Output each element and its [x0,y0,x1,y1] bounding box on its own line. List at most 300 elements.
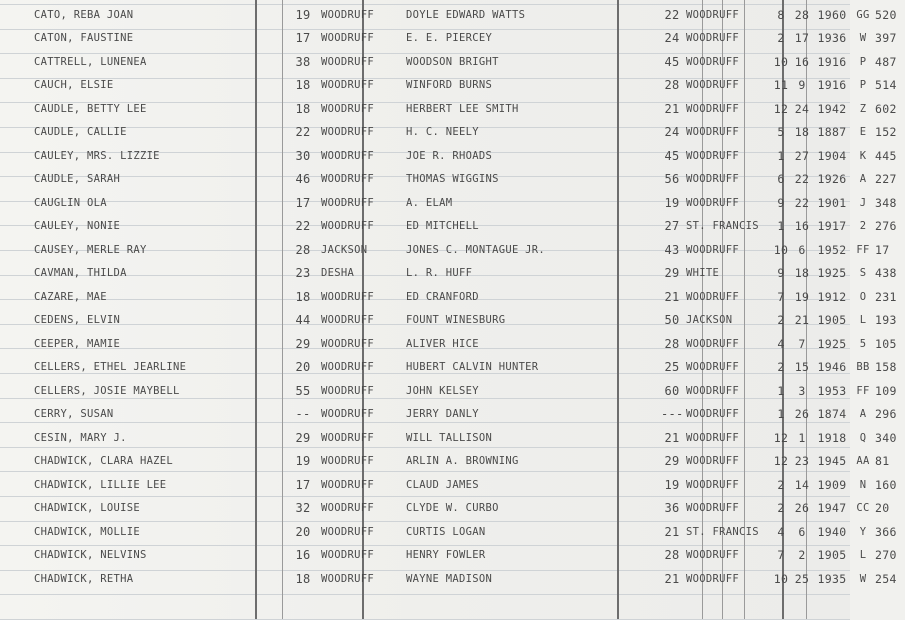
groom-age: 27 [664,219,680,234]
bride-township: WOODRUFF [321,32,374,45]
record-book: A [859,173,867,186]
record-book: N [859,478,867,491]
bride-name: CAVMAN, THILDA [34,267,127,280]
bride-name: CHADWICK, CLARA HAZEL [34,455,174,468]
marriage-month: 8 [777,7,785,22]
groom-township: WOODRUFF [686,126,739,139]
record-row [0,144,905,168]
marriage-year: 1905 [817,313,847,328]
groom-age: 28 [664,548,680,563]
record-book: O [859,290,867,303]
bride-township: WOODRUFF [321,337,374,350]
record-book: GG [856,8,870,21]
bride-township: WOODRUFF [321,126,374,139]
marriage-day: 27 [794,148,810,163]
groom-township: ST. FRANCIS [686,525,759,538]
bride-township: WOODRUFF [321,102,374,115]
marriage-day: 22 [794,172,810,187]
groom-age: 29 [664,454,680,469]
record-book: 2 [859,220,867,233]
groom-age: 50 [664,313,680,328]
groom-name: ED CRANFORD [406,290,479,303]
groom-township: WOODRUFF [686,173,739,186]
marriage-day: 14 [794,477,810,492]
bride-township: WOODRUFF [321,314,374,327]
record-row [0,403,905,427]
record-page: 366 [875,524,897,539]
marriage-month: 2 [777,477,785,492]
record-book: J [859,196,867,209]
record-row [0,450,905,474]
groom-name: ARLIN A. BROWNING [406,455,519,468]
groom-township: WOODRUFF [686,8,739,21]
bride-age: 17 [295,477,311,492]
bride-township: WOODRUFF [321,384,374,397]
bride-name: CESIN, MARY J. [34,431,127,444]
bride-name: CELLERS, JOSIE MAYBELL [34,384,180,397]
marriage-day: 19 [794,289,810,304]
marriage-year: 1960 [817,7,847,22]
record-book: CC [856,502,870,515]
bride-age: 29 [295,430,311,445]
record-book: K [859,149,867,162]
marriage-year: 1917 [817,219,847,234]
bride-age: 46 [295,172,311,187]
groom-township: ST. FRANCIS [686,220,759,233]
record-row [0,121,905,145]
groom-township: WOODRUFF [686,502,739,515]
bride-age: 23 [295,266,311,281]
bride-age: 17 [295,195,311,210]
bride-township: WOODRUFF [321,361,374,374]
groom-township: WOODRUFF [686,361,739,374]
bride-township: WOODRUFF [321,549,374,562]
bride-name: CELLERS, ETHEL JEARLINE [34,361,187,374]
marriage-year: 1940 [817,524,847,539]
record-book: Q [859,431,867,444]
marriage-day: 9 [798,78,806,93]
bride-age: 22 [295,219,311,234]
record-row [0,168,905,192]
marriage-month: 9 [777,266,785,281]
groom-age: 22 [664,7,680,22]
bride-name: CHADWICK, LILLIE LEE [34,478,167,491]
groom-age: 19 [664,195,680,210]
record-row [0,309,905,333]
record-book: FF [856,243,870,256]
groom-name: WILL TALLISON [406,431,493,444]
groom-age: 21 [664,101,680,116]
record-page: 193 [875,313,897,328]
record-page: 514 [875,78,897,93]
marriage-month: 4 [777,524,785,539]
bride-name: CAUDLE, CALLIE [34,126,127,139]
bride-township: DESHA [321,267,355,280]
bride-township: WOODRUFF [321,196,374,209]
marriage-day: 18 [794,266,810,281]
marriage-year: 1916 [817,54,847,69]
bride-name: CATO, REBA JOAN [34,8,134,21]
record-page: 445 [875,148,897,163]
marriage-day: 18 [794,125,810,140]
record-row [0,379,905,403]
marriage-day: 26 [794,407,810,422]
record-book: P [859,55,867,68]
groom-township: WOODRUFF [686,337,739,350]
groom-name: A. ELAM [406,196,453,209]
groom-name: HENRY FOWLER [406,549,486,562]
bride-name: CAUDLE, SARAH [34,173,121,186]
bride-age: 18 [295,78,311,93]
record-book: W [859,32,867,45]
record-row [0,191,905,215]
record-page: 81 [875,454,890,469]
marriage-year: 1945 [817,454,847,469]
marriage-day: 28 [794,7,810,22]
marriage-day: 26 [794,501,810,516]
groom-name: ED MITCHELL [406,220,479,233]
bride-age: 38 [295,54,311,69]
bride-township: WOODRUFF [321,220,374,233]
groom-age: 36 [664,501,680,516]
record-page: 20 [875,501,890,516]
marriage-day: 25 [794,571,810,586]
bride-age: 18 [295,289,311,304]
groom-township: WOODRUFF [686,549,739,562]
marriage-year: 1925 [817,336,847,351]
marriage-month: 12 [773,430,789,445]
record-row [0,356,905,380]
record-page: 340 [875,430,897,445]
groom-name: CURTIS LOGAN [406,525,486,538]
bride-age: 22 [295,125,311,140]
groom-age: 29 [664,266,680,281]
groom-township: WOODRUFF [686,149,739,162]
marriage-month: 1 [777,219,785,234]
record-row [0,97,905,121]
groom-age: 19 [664,477,680,492]
bride-name: CEEPER, MAMIE [34,337,121,350]
groom-name: FOUNT WINESBURG [406,314,506,327]
marriage-month: 2 [777,31,785,46]
record-page: 160 [875,477,897,492]
marriage-month: 5 [777,125,785,140]
record-book: Y [859,525,867,538]
marriage-year: 1912 [817,289,847,304]
marriage-day: 2 [798,548,806,563]
groom-age: 56 [664,172,680,187]
bride-age: 32 [295,501,311,516]
groom-name: HERBERT LEE SMITH [406,102,519,115]
marriage-month: 1 [777,148,785,163]
record-page: 158 [875,360,897,375]
marriage-month: 2 [777,313,785,328]
record-row [0,285,905,309]
record-book: P [859,79,867,92]
groom-township: WOODRUFF [686,384,739,397]
bride-name: CAZARE, MAE [34,290,107,303]
record-row [0,473,905,497]
marriage-year: 1947 [817,501,847,516]
marriage-day: 6 [798,242,806,257]
bride-name: CHADWICK, NELVINS [34,549,147,562]
groom-name: THOMAS WIGGINS [406,173,499,186]
bride-township: WOODRUFF [321,8,374,21]
bride-age: 28 [295,242,311,257]
marriage-day: 22 [794,195,810,210]
groom-age: 28 [664,336,680,351]
bride-township: WOODRUFF [321,431,374,444]
bride-township: WOODRUFF [321,408,374,421]
marriage-day: 3 [798,383,806,398]
marriage-year: 1942 [817,101,847,116]
marriage-day: 6 [798,524,806,539]
groom-age: 25 [664,360,680,375]
record-page: 276 [875,219,897,234]
groom-name: CLAUD JAMES [406,478,479,491]
marriage-month: 9 [777,195,785,210]
record-page: 270 [875,548,897,563]
record-row [0,238,905,262]
groom-age: 45 [664,54,680,69]
bride-township: WOODRUFF [321,290,374,303]
record-book: S [859,267,867,280]
groom-age: 21 [664,524,680,539]
bride-name: CHADWICK, LOUISE [34,502,140,515]
marriage-day: 17 [794,31,810,46]
marriage-year: 1904 [817,148,847,163]
marriage-year: 1926 [817,172,847,187]
marriage-month: 1 [777,407,785,422]
bride-age: 20 [295,524,311,539]
record-page: 109 [875,383,897,398]
record-page: 152 [875,125,897,140]
groom-age: 28 [664,78,680,93]
record-page: 254 [875,571,897,586]
bride-name: CAULEY, MRS. LIZZIE [34,149,160,162]
marriage-year: 1905 [817,548,847,563]
marriage-month: 2 [777,501,785,516]
bride-name: CHADWICK, RETHA [34,572,134,585]
groom-township: WOODRUFF [686,572,739,585]
record-book: W [859,572,867,585]
bride-township: WOODRUFF [321,525,374,538]
record-row [0,544,905,568]
bride-age: 18 [295,571,311,586]
bride-age: 20 [295,360,311,375]
record-book: A [859,408,867,421]
marriage-year: 1909 [817,477,847,492]
bride-township: WOODRUFF [321,79,374,92]
groom-township: WOODRUFF [686,55,739,68]
bride-age: 19 [295,454,311,469]
record-page: 397 [875,31,897,46]
bride-township: WOODRUFF [321,149,374,162]
marriage-year: 1953 [817,383,847,398]
groom-name: H. C. NEELY [406,126,479,139]
groom-name: ALIVER HICE [406,337,479,350]
groom-township: WOODRUFF [686,455,739,468]
groom-name: JOHN KELSEY [406,384,479,397]
groom-name: HUBERT CALVIN HUNTER [406,361,539,374]
record-row [0,426,905,450]
groom-name: CLYDE W. CURBO [406,502,499,515]
groom-name: JERRY DANLY [406,408,479,421]
groom-age: 60 [664,383,680,398]
record-page: 105 [875,336,897,351]
bride-name: CAUSEY, MERLE RAY [34,243,147,256]
groom-age: 21 [664,571,680,586]
groom-name: E. E. PIERCEY [406,32,493,45]
record-row [0,27,905,51]
groom-township: WOODRUFF [686,408,739,421]
groom-township: WOODRUFF [686,32,739,45]
marriage-day: 16 [794,219,810,234]
groom-township: WOODRUFF [686,290,739,303]
marriage-day: 23 [794,454,810,469]
groom-name: L. R. HUFF [406,267,473,280]
groom-township: WOODRUFF [686,79,739,92]
marriage-year: 1916 [817,78,847,93]
record-row [0,520,905,544]
record-page: 296 [875,407,897,422]
marriage-day: 16 [794,54,810,69]
groom-name: WOODSON BRIGHT [406,55,499,68]
record-page: 438 [875,266,897,281]
record-page: 227 [875,172,897,187]
bride-age: 44 [295,313,311,328]
bride-age: 19 [295,7,311,22]
marriage-month: 10 [773,242,789,257]
groom-township: WOODRUFF [686,196,739,209]
record-book: Z [859,102,867,115]
bride-name: CAULEY, NONIE [34,220,121,233]
groom-age: 21 [664,430,680,445]
record-page: 348 [875,195,897,210]
marriage-month: 7 [777,548,785,563]
marriage-year: 1918 [817,430,847,445]
bride-name: CEDENS, ELVIN [34,314,121,327]
marriage-day: 1 [798,430,806,445]
record-page: 17 [875,242,890,257]
bride-age: 16 [295,548,311,563]
bride-name: CERRY, SUSAN [34,408,114,421]
bride-name: CAUDLE, BETTY LEE [34,102,147,115]
groom-township: WOODRUFF [686,478,739,491]
bride-name: CATTRELL, LUNENEA [34,55,147,68]
bride-name: CATON, FAUSTINE [34,32,134,45]
bride-name: CHADWICK, MOLLIE [34,525,140,538]
marriage-day: 15 [794,360,810,375]
marriage-month: 10 [773,54,789,69]
bride-name: CAUGLIN OLA [34,196,107,209]
marriage-month: 10 [773,571,789,586]
marriage-month: 7 [777,289,785,304]
record-row [0,74,905,98]
bride-age: -- [295,407,311,422]
bride-township: WOODRUFF [321,478,374,491]
groom-name: DOYLE EDWARD WATTS [406,8,526,21]
groom-age: --- [661,407,684,422]
marriage-month: 11 [773,78,789,93]
record-page: 602 [875,101,897,116]
marriage-month: 12 [773,454,789,469]
record-page: 487 [875,54,897,69]
marriage-record-table [0,3,905,591]
record-book: E [859,126,867,139]
bride-name: CAUCH, ELSIE [34,79,114,92]
marriage-year: 1946 [817,360,847,375]
bride-age: 30 [295,148,311,163]
groom-name: WINFORD BURNS [406,79,493,92]
bride-township: WOODRUFF [321,502,374,515]
record-row [0,567,905,591]
bride-township: WOODRUFF [321,55,374,68]
record-book: AA [856,455,870,468]
marriage-day: 7 [798,336,806,351]
marriage-year: 1935 [817,571,847,586]
groom-township: WOODRUFF [686,431,739,444]
groom-age: 45 [664,148,680,163]
marriage-month: 2 [777,360,785,375]
bride-township: WOODRUFF [321,455,374,468]
record-row [0,50,905,74]
bride-age: 17 [295,31,311,46]
record-row [0,332,905,356]
record-book: L [859,549,867,562]
marriage-month: 6 [777,172,785,187]
marriage-month: 12 [773,101,789,116]
bride-age: 55 [295,383,311,398]
bride-township: WOODRUFF [321,173,374,186]
groom-township: WHITE [686,267,720,280]
marriage-year: 1952 [817,242,847,257]
record-row [0,3,905,27]
record-book: 5 [859,337,867,350]
record-book: BB [856,361,870,374]
groom-name: JOE R. RHOADS [406,149,493,162]
marriage-month: 4 [777,336,785,351]
groom-name: WAYNE MADISON [406,572,493,585]
bride-township: JACKSON [321,243,368,256]
groom-age: 24 [664,31,680,46]
groom-name: JONES C. MONTAGUE JR. [406,243,546,256]
groom-age: 43 [664,242,680,257]
groom-age: 21 [664,289,680,304]
marriage-year: 1887 [817,125,847,140]
marriage-day: 21 [794,313,810,328]
groom-township: WOODRUFF [686,102,739,115]
marriage-year: 1874 [817,407,847,422]
marriage-year: 1901 [817,195,847,210]
marriage-day: 24 [794,101,810,116]
marriage-year: 1925 [817,266,847,281]
record-row [0,215,905,239]
bride-age: 29 [295,336,311,351]
groom-township: WOODRUFF [686,243,739,256]
marriage-year: 1936 [817,31,847,46]
record-page: 231 [875,289,897,304]
groom-age: 24 [664,125,680,140]
record-row [0,262,905,286]
record-book: L [859,314,867,327]
marriage-month: 1 [777,383,785,398]
record-row [0,497,905,521]
record-book: FF [856,384,870,397]
bride-township: WOODRUFF [321,572,374,585]
groom-township: JACKSON [686,314,733,327]
bride-age: 18 [295,101,311,116]
